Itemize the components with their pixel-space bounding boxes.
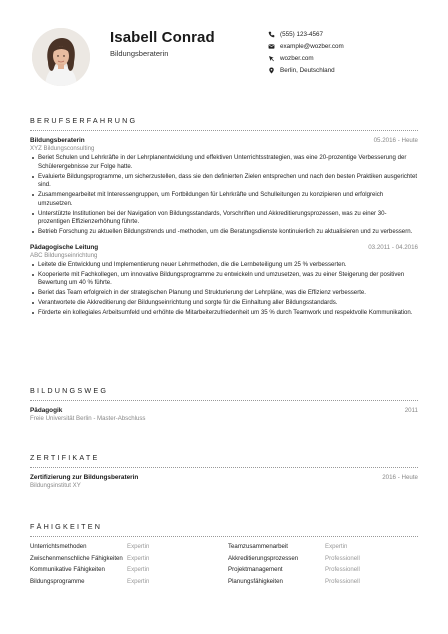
skills-column-left <box>30 543 220 589</box>
skill-row <box>30 566 220 574</box>
skill-name: Bildungsprogramme <box>30 577 85 585</box>
skill-row <box>30 543 220 551</box>
bullet-item: Verantwortete die Akkreditierung der Bildungseinrichtung und sorgte für die Einhaltung aller Bildungsstandards. <box>30 299 418 308</box>
section-title-skills: FÄHIGKEITEN <box>30 522 418 537</box>
skill-row <box>228 566 418 574</box>
entry-bullets <box>30 261 418 318</box>
skill-level: Expertin <box>127 566 150 573</box>
bullet-item: Beriet das Team erfolgreich in der strategischen Planung und Strukturierung der Lehrpläne, was die Effizienz verbesserte. <box>30 289 418 298</box>
skill-level: Professionell <box>325 566 360 573</box>
entry-title: Bildungsberaterin <box>30 137 85 144</box>
resume-header <box>0 26 448 90</box>
skill-row <box>228 578 418 586</box>
portrait-photo <box>32 28 90 86</box>
entry-bullets <box>30 154 418 237</box>
skill-name: Planungsfähigkeiten <box>228 577 283 585</box>
contact-website <box>268 52 428 64</box>
entry-date: 2016 - Heute <box>382 474 418 481</box>
contact-list <box>268 28 428 77</box>
avatar <box>32 28 90 86</box>
contact-location-text: Berlin, Deutschland <box>280 67 335 75</box>
education-section <box>30 386 418 429</box>
bullet-item: Unterstützte Institutionen bei der Navigation von Bildungsstandards, Vorschriften und Akkreditierungsprozessen, was zu einer 30-prozentigen Effizienzerhöhung führte. <box>30 210 418 227</box>
experience-entry <box>30 137 418 237</box>
section-title-education: BILDUNGSWEG <box>30 386 418 401</box>
experience-section <box>30 116 418 325</box>
skill-level: Expertin <box>325 543 348 550</box>
entry-date: 03.2011 - 04.2016 <box>368 243 418 251</box>
skill-level: Professionell <box>325 554 360 562</box>
skill-row <box>30 578 220 586</box>
bullet-item: Zusammengearbeitet mit Interessengruppen, um Fortbildungen für Lehrkräfte und Schulleitungen zu konzipieren und erfolgreich umzusetzen. <box>30 191 418 208</box>
skill-level: Professionell <box>325 577 360 585</box>
contact-phone <box>268 28 428 40</box>
skill-name: Projektmanagement <box>228 566 283 573</box>
skill-row <box>228 555 418 563</box>
contact-email <box>268 40 428 52</box>
bullet-item: Kooperierte mit Fachkollegen, um innovative Bildungsprogramme zu entwickeln und umzusetzen, was zu einer Steigerung der positiven Bewertung um 40 % führte. <box>30 271 418 288</box>
certificates-section <box>30 453 418 496</box>
skill-level: Expertin <box>127 554 150 562</box>
skill-row <box>228 543 418 551</box>
experience-entry <box>30 244 418 318</box>
entry-organization: XYZ Bildungsconsulting <box>30 145 95 152</box>
skill-name: Kommunikative Fähigkeiten <box>30 566 105 573</box>
bullet-item: Beriet Schulen und Lehrkräfte in der Lehrplanentwicklung und effektiven Unterrichtsstrategien, was eine 20-prozentige Verbesserung der Schülerergebnisse zur Folge hatte. <box>30 154 418 171</box>
education-entry <box>30 407 418 422</box>
email-icon <box>268 43 275 50</box>
skill-name: Akkreditierungsprozessen <box>228 554 299 562</box>
entry-date: 05.2016 - Heute <box>373 137 418 144</box>
entry-title: Pädagogische Leitung <box>30 243 99 251</box>
skill-row <box>30 555 220 563</box>
entry-title: Pädagogik <box>30 407 63 414</box>
location-icon <box>268 67 275 74</box>
entry-organization: Bildungsinstitut XY <box>30 482 81 489</box>
entry-organization: ABC Bildungseinrichtung <box>30 251 98 259</box>
skills-column-right <box>228 543 418 589</box>
link-icon <box>268 55 275 62</box>
skills-section <box>30 522 418 589</box>
bullet-item: Evaluierte Bildungsprogramme, um sicherzustellen, dass sie den definierten Zielen entsprechen und nach den besten Praktiken ausgerichtet sind. <box>30 173 418 190</box>
skill-level: Expertin <box>127 543 150 550</box>
candidate-role: Bildungsberaterin <box>110 49 169 58</box>
section-title-certificates: ZERTIFIKATE <box>30 453 418 468</box>
bullet-item: Betrieb Forschung zu aktuellen Bildungstrends und -methoden, um die Beratungsdienste kontinuierlich zu aktualisieren und zu verbessern. <box>30 228 418 237</box>
contact-website-text: wozber.com <box>280 54 314 62</box>
entry-date: 2011 <box>404 407 418 414</box>
skill-name: Teamzusammenarbeit <box>228 543 288 550</box>
entry-organization: Freie Universität Berlin - Master-Abschluss <box>30 415 146 422</box>
certificate-entry <box>30 474 418 489</box>
contact-phone-text: (555) 123-4567 <box>280 30 324 38</box>
contact-location <box>268 65 428 77</box>
skill-name: Zwischenmenschliche Fähigkeiten <box>30 554 123 562</box>
section-title-experience: BERUFSERFAHRUNG <box>30 116 418 131</box>
candidate-name: Isabell Conrad <box>110 29 215 46</box>
contact-email-text: example@wozber.com <box>280 42 344 50</box>
skill-name: Unterrichtsmethoden <box>30 543 87 550</box>
phone-icon <box>268 31 275 38</box>
skill-level: Expertin <box>127 577 150 585</box>
bullet-item: Leitete die Entwicklung und Implementierung neuer Lehrmethoden, die die Lernbeteiligung um 25 % verbesserten. <box>30 261 418 270</box>
skills-grid <box>30 543 418 589</box>
entry-title: Zertifizierung zur Bildungsberaterin <box>30 474 139 481</box>
bullet-item: Förderte ein kollegiales Arbeitsumfeld und erhöhte die Mitarbeiterzufriedenheit um 35 % durch Teamwork und respektvolle Kommunikation. <box>30 309 418 318</box>
